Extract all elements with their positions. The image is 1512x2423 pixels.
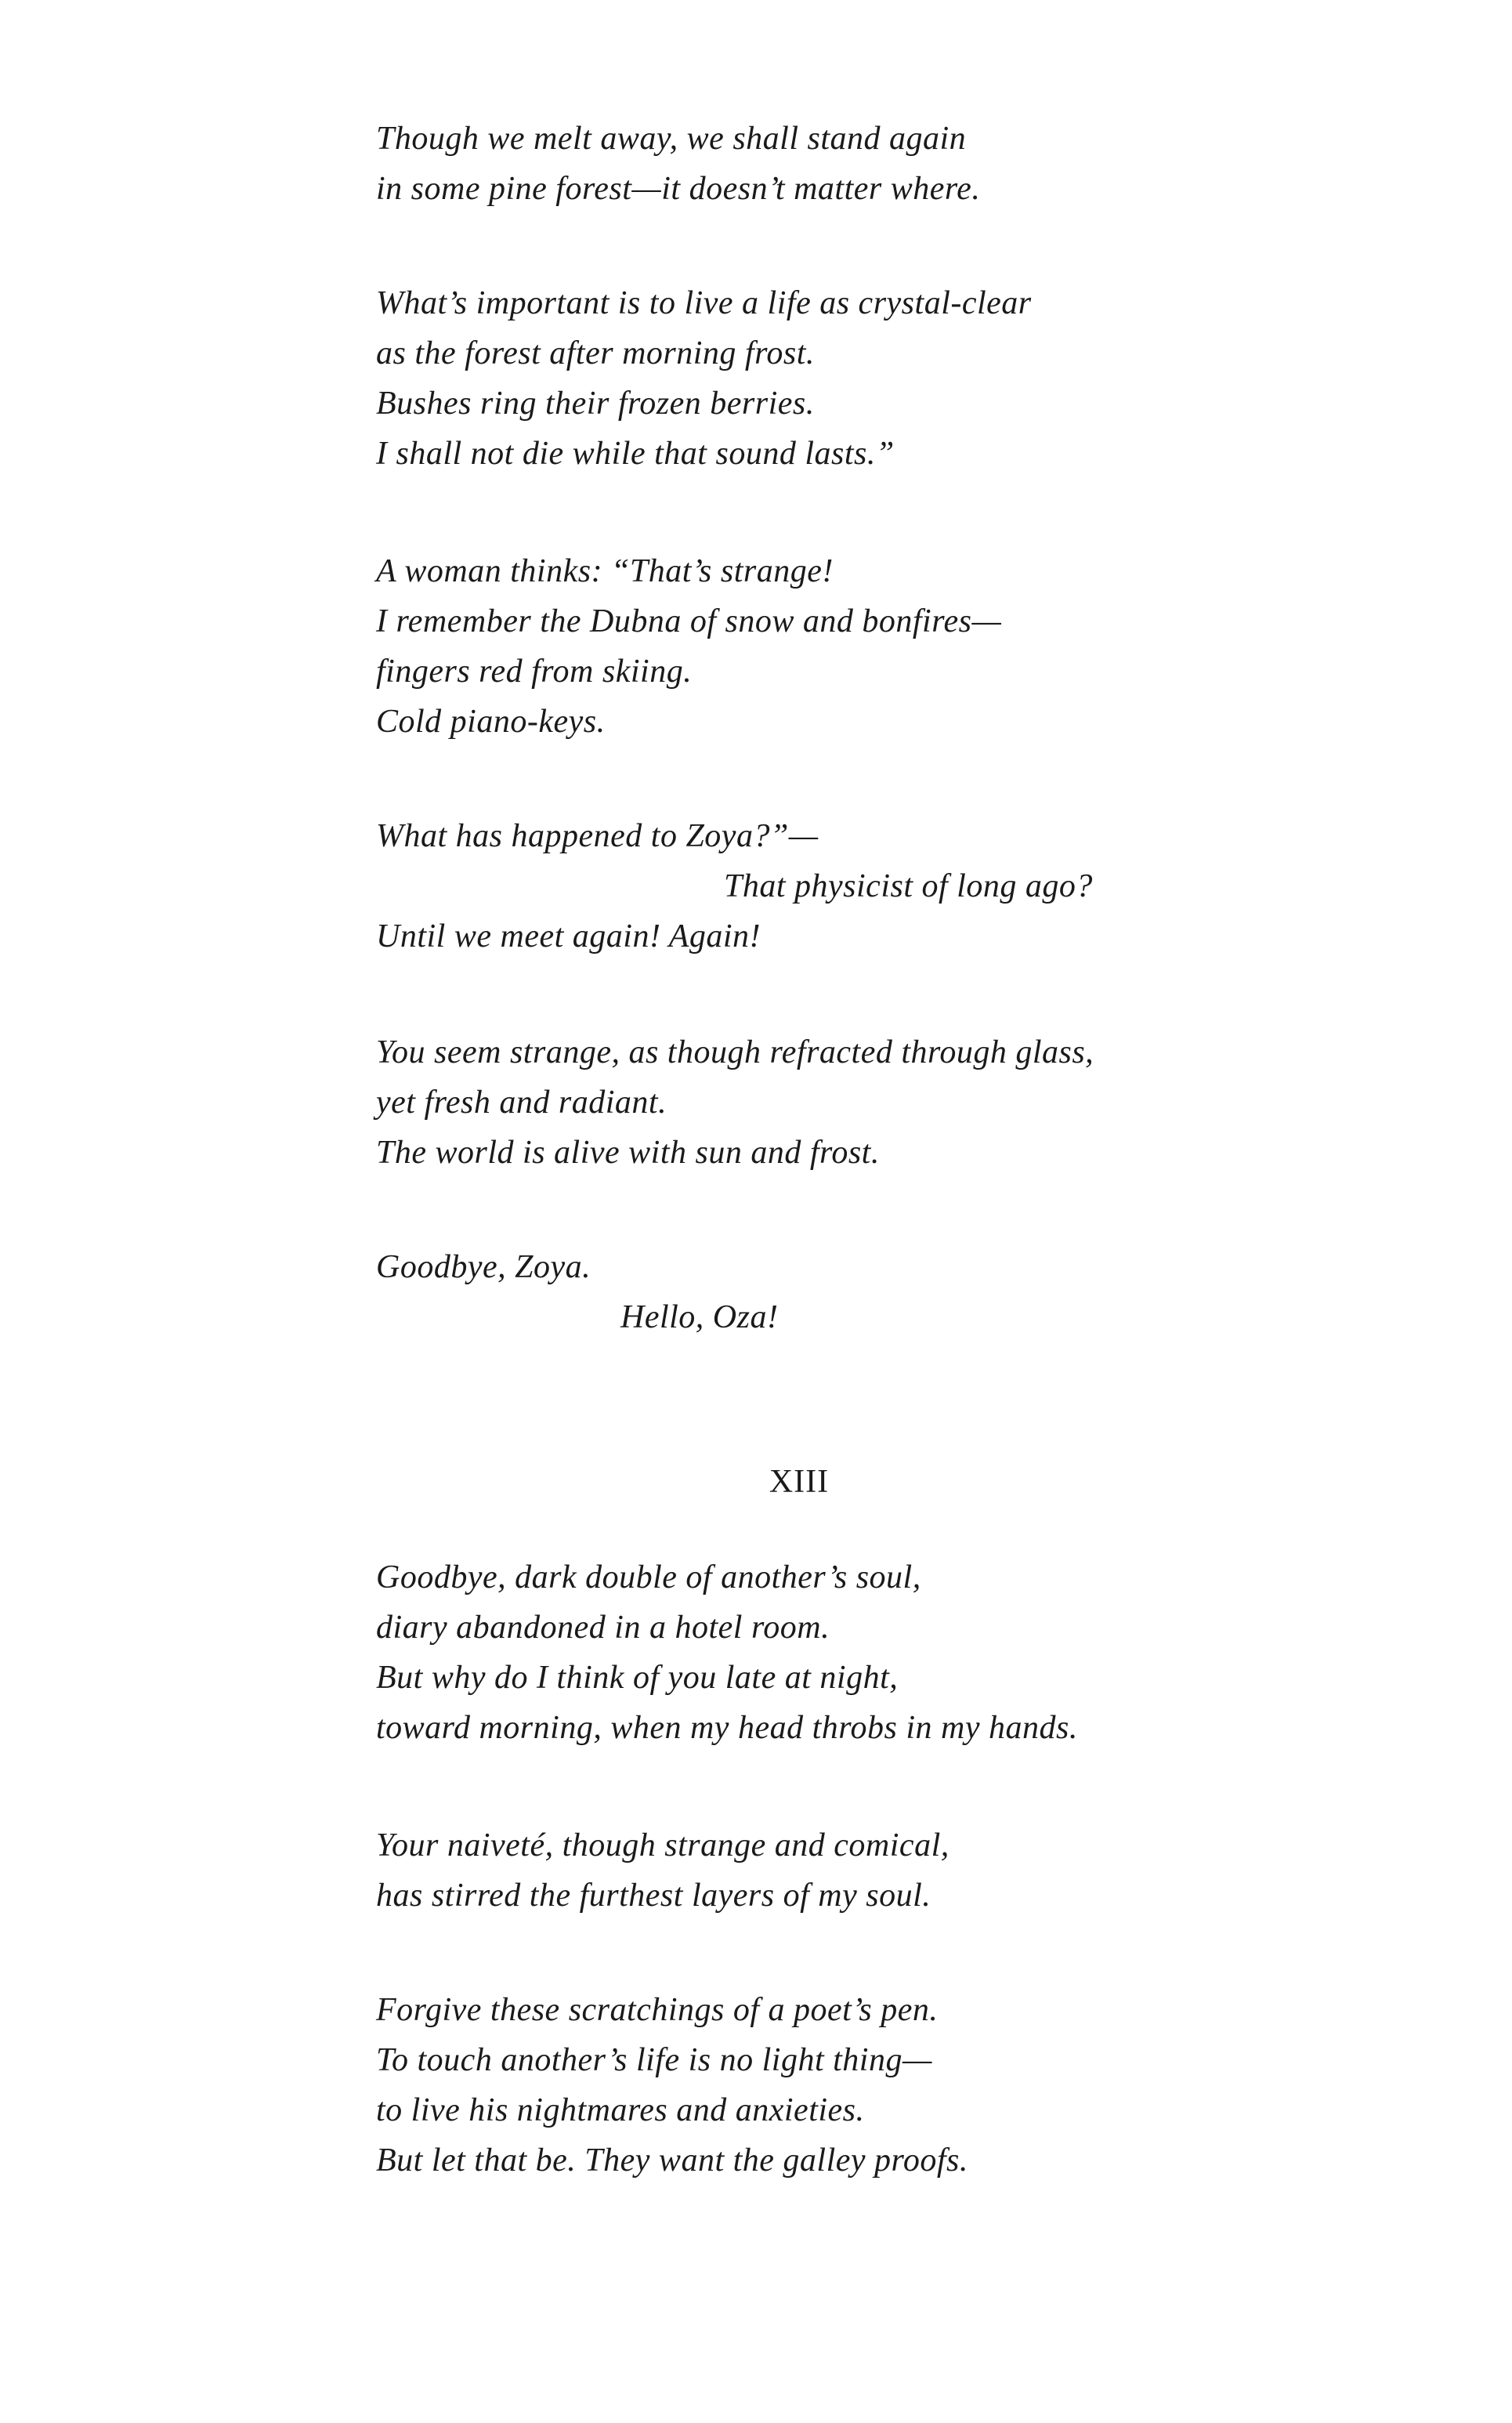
poem-line: yet fresh and radiant. xyxy=(376,1085,667,1121)
poem-line: in some pine forest—it doesn’t matter where. xyxy=(376,171,981,207)
poem-line: A woman thinks: “That’s strange! xyxy=(376,553,834,589)
section-heading: XIII xyxy=(769,1464,830,1500)
poem-line: diary abandoned in a hotel room. xyxy=(376,1610,830,1646)
poem-line: To touch another’s life is no light thing— xyxy=(376,2042,932,2078)
poem-line: You seem strange, as though refracted through glass, xyxy=(376,1034,1094,1070)
poem-line-indented: Hello, Oza! xyxy=(620,1299,779,1335)
poem-line: Until we meet again! Again! xyxy=(376,918,761,954)
poem-line: The world is alive with sun and frost. xyxy=(376,1135,880,1171)
poem-line: But why do I think of you late at night, xyxy=(376,1660,899,1696)
poem-line: I shall not die while that sound lasts.” xyxy=(376,436,895,472)
poem-line: fingers red from skiing. xyxy=(376,654,693,690)
poem-line: What’s important is to live a life as crystal-clear xyxy=(376,285,1032,321)
poem-line: Goodbye, Zoya. xyxy=(376,1249,591,1285)
poem-line: Though we melt away, we shall stand again xyxy=(376,121,967,157)
poem-line: But let that be. They want the galley proofs. xyxy=(376,2142,968,2179)
poem-line: Forgive these scratchings of a poet’s pen. xyxy=(376,1992,939,2028)
poem-line: Cold piano-keys. xyxy=(376,704,606,740)
poem-line: Your naiveté, though strange and comical, xyxy=(376,1827,950,1863)
poem-line: I remember the Dubna of snow and bonfires— xyxy=(376,603,1002,639)
poem-line: has stirred the furthest layers of my soul. xyxy=(376,1878,931,1914)
poem-line: toward morning, when my head throbs in my hands. xyxy=(376,1710,1078,1746)
poem-line: Bushes ring their frozen berries. xyxy=(376,386,815,422)
poem-line: Goodbye, dark double of another’s soul, xyxy=(376,1559,921,1595)
poem-line: to live his nightmares and anxieties. xyxy=(376,2092,865,2128)
poem-line-indented: That physicist of long ago? xyxy=(724,868,1093,904)
poem-line: as the forest after morning frost. xyxy=(376,335,815,371)
poem-line: What has happened to Zoya?”— xyxy=(376,818,819,854)
